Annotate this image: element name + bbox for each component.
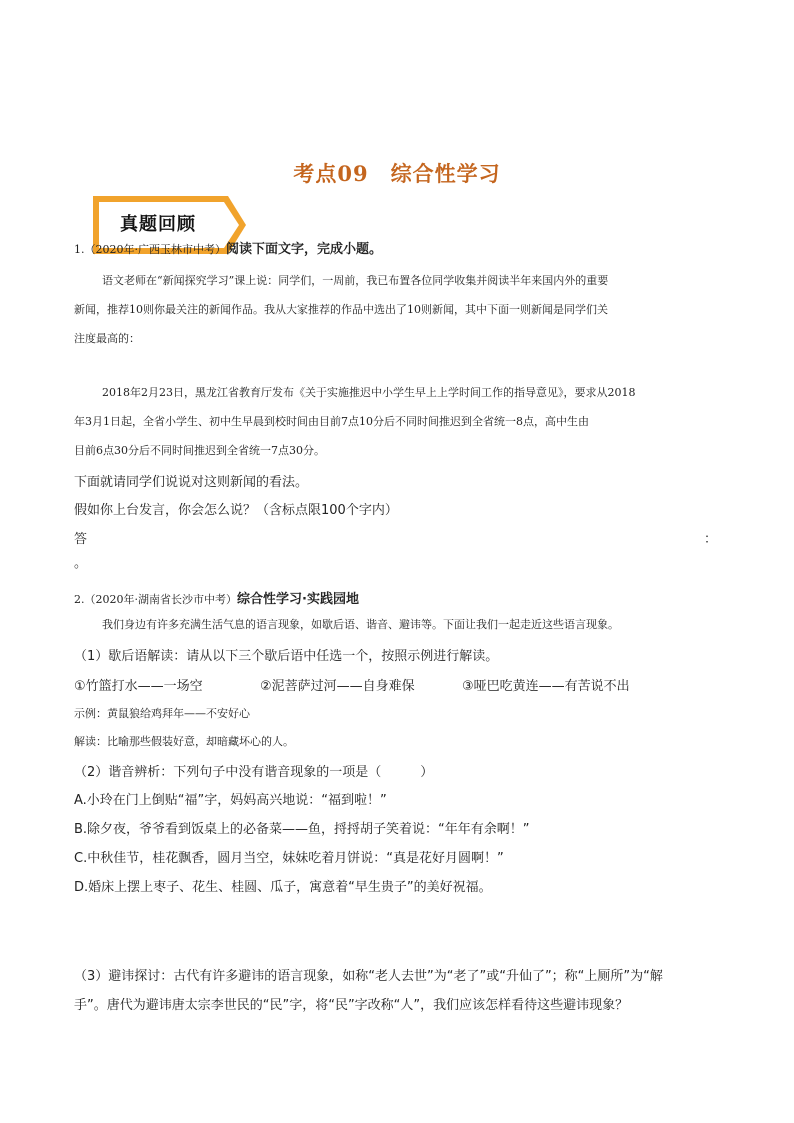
q2-header [74, 588, 359, 607]
q2-sub1-option-3: ③哑巴吃黄连——有苦说不出 [462, 679, 630, 694]
q1-header [74, 238, 382, 257]
q1-task-line-2: 假如你上台发言，你会怎么说？（含标点限100个字内） [74, 503, 398, 518]
q1-instruction: 阅读下面文字，完成小题。 [226, 242, 383, 257]
q1-answer-end: 。 [74, 556, 88, 571]
q2-sub3-line-2: 手”。唐代为避讳唐太宗李世民的“民”字，将“民”字改称“人”，我们应该怎样看待这些避讳现象？ [74, 998, 629, 1013]
page-title [0, 158, 794, 188]
q2-sub3-line-1: （3）避讳探讨：古代有许多避讳的语言现象，如称“老人去世”为“老了”或“升仙了”；称“上厕所”为“解 [74, 969, 663, 984]
q2-sub1-option-1: ①竹篮打水——一场空 [74, 679, 203, 694]
q2-sub2-option-c: C.中秋佳节，桂花飘香，圆月当空，妹妹吃着月饼说：“真是花好月圆啊！” [74, 851, 504, 866]
q1-paragraph-2-line-3: 目前6点30分后不同时间推迟到全省统一7点30分。 [74, 444, 325, 457]
q2-sub2-option-d: D.婚床上摆上枣子、花生、桂圆、瓜子，寓意着“早生贵子”的美好祝福。 [74, 880, 492, 895]
q2-source: 2.（2020年·湖南省长沙市中考） [74, 593, 237, 606]
q1-paragraph-2-line-1: 2018年2月23日，黑龙江省教育厅发布《关于实施推迟中小学生早上上学时间工作的指导意见》，要求从2018 [102, 386, 636, 399]
q2-sub1-title: （1）歇后语解读：请从以下三个歇后语中任选一个，按照示例进行解读。 [74, 649, 499, 664]
q1-paragraph-1-line-3: 注度最高的： [74, 332, 140, 345]
q2-instruction: 综合性学习·实践园地 [237, 592, 359, 607]
title-main: 综合性学习 [390, 161, 501, 186]
title-prefix: 考点09 [293, 161, 369, 186]
q2-sub2-option-b: B.除夕夜，爷爷看到饭桌上的必备菜——鱼，捋捋胡子笑着说：“年年有余啊！” [74, 822, 530, 837]
q1-answer-colon: ： [704, 532, 718, 547]
q2-sub1-example: 示例：黄鼠狼给鸡拜年——不安好心 [74, 707, 250, 720]
badge-label: 真题回顾 [120, 214, 196, 235]
q1-paragraph-1-line-2: 新闻，推荐10则你最关注的新闻作品。我从大家推荐的作品中选出了10则新闻，其中下面一则新闻是同学们关 [74, 303, 608, 316]
q2-intro: 我们身边有许多充满生活气息的语言现象，如歇后语、谐音、避讳等。下面让我们一起走近这些语言现象。 [102, 618, 619, 631]
q2-sub2-option-a: A.小玲在门上倒贴“福”字，妈妈高兴地说：“福到啦！” [74, 793, 387, 808]
q2-sub2-title: （2）谐音辨析：下列句子中没有谐音现象的一项是（ ） [74, 765, 434, 780]
q1-task-line-1: 下面就请同学们说说对这则新闻的看法。 [74, 475, 309, 490]
q1-paragraph-1-line-1: 语文老师在“新闻探究学习”课上说：同学们，一周前，我已布置各位同学收集并阅读半年来国内外的重要 [102, 274, 609, 287]
q1-paragraph-2-line-2: 年3月1日起，全省小学生、初中生早晨到校时间由目前7点10分后不同时间推迟到全省统一8点，高中生由 [74, 415, 589, 428]
q2-sub1-option-2: ②泥菩萨过河——自身难保 [260, 679, 415, 694]
q1-source: 1.（2020年·广西玉林市中考） [74, 243, 226, 256]
q1-answer-label: 答 [74, 532, 88, 547]
q2-sub1-explanation: 解读：比喻那些假装好意，却暗藏坏心的人。 [74, 735, 294, 748]
